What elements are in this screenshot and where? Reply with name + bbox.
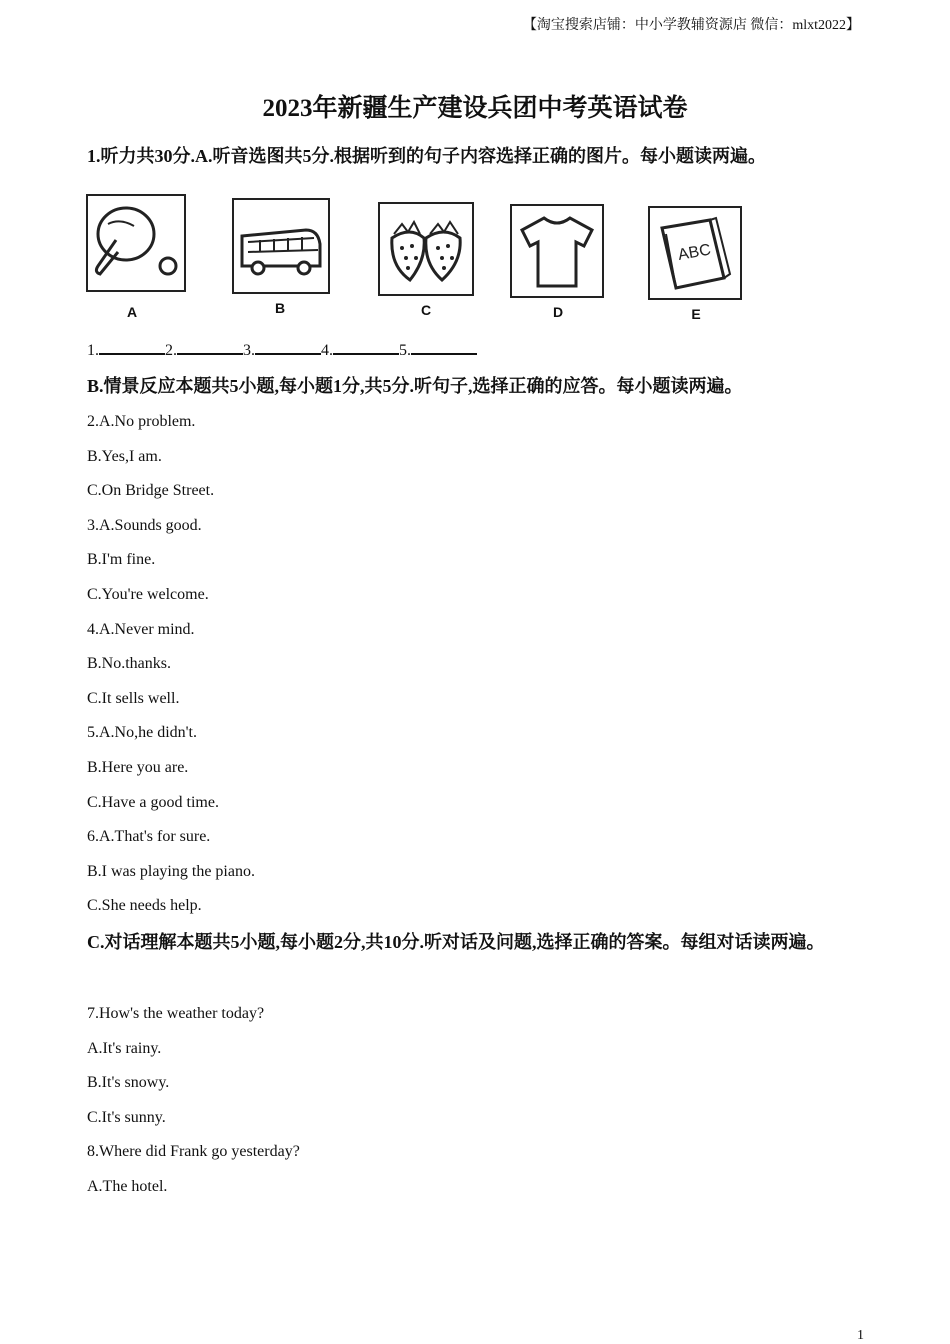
blank-number: 5. <box>399 342 411 359</box>
option-line: C.You're welcome. <box>87 585 209 603</box>
option-line: 4.A.Never mind. <box>87 620 195 638</box>
answer-blank[interactable] <box>99 341 165 355</box>
blank-number: 2. <box>165 342 177 359</box>
blank-number: 3. <box>243 342 255 359</box>
option-line: C.It sells well. <box>87 689 180 707</box>
option-line: C.It's sunny. <box>87 1108 166 1126</box>
blank-number: 1. <box>87 342 99 359</box>
option-line: C.Have a good time. <box>87 793 219 811</box>
option-line: B.Yes,I am. <box>87 447 162 465</box>
picture-a-label: A <box>126 304 138 320</box>
picture-e-label: E <box>691 306 701 322</box>
answer-blank[interactable] <box>411 341 477 355</box>
option-line: B.I'm fine. <box>87 551 156 569</box>
option-line: B.Here you are. <box>87 758 189 776</box>
answer-blank[interactable] <box>333 341 399 355</box>
option-line: 6.A.That's for sure. <box>87 828 211 846</box>
option-line: B.It's snowy. <box>87 1074 170 1092</box>
option-line: 3.A.Sounds good. <box>87 516 202 534</box>
header-note: 【淘宝搜索店铺：中小学教辅资源店 微信：mlxt2022】 <box>522 18 860 33</box>
answer-blanks <box>87 341 477 360</box>
t-shirt-icon <box>512 206 602 296</box>
bus-icon <box>234 200 328 292</box>
option-line: A.It's rainy. <box>87 1039 162 1057</box>
section-c-options <box>87 997 300 1205</box>
option-line: 2.A.No problem. <box>87 413 196 430</box>
abc-book-icon <box>650 208 740 298</box>
option-line: 5.A.No,he didn't. <box>87 724 197 742</box>
question-line: 8.Where did Frank go yesterday? <box>87 1143 300 1161</box>
section-b-title: B.情景反应本题共5小题,每小题1分,共5分.听句子,选择正确的应答。每小题读两遍。 <box>87 376 743 396</box>
answer-blank[interactable] <box>255 341 321 355</box>
strawberries-icon <box>380 204 472 294</box>
section-b-options <box>87 405 255 924</box>
picture-d-label: D <box>552 304 564 320</box>
option-line: B.No.thanks. <box>87 655 171 673</box>
picture-choices <box>86 186 756 326</box>
answer-blank[interactable] <box>177 341 243 355</box>
page-title: 2023年新疆生产建设兵团中考英语试卷 <box>262 95 688 122</box>
book-cover-text: ABC <box>676 241 713 264</box>
option-line: C.She needs help. <box>87 897 202 915</box>
blank-number: 4. <box>321 342 333 359</box>
section-c-title: C.对话理解本题共5小题,每小题2分,共10分.听对话及问题,选择正确的答案。每组对话读两遍。 <box>87 932 825 952</box>
option-line: B.I was playing the piano. <box>87 862 255 880</box>
page-number: 1 <box>857 1328 864 1343</box>
picture-c-label: C <box>420 302 432 318</box>
picture-b-label: B <box>274 300 286 316</box>
option-line: A.The hotel. <box>87 1177 168 1195</box>
question-line: 7.How's the weather today? <box>87 1005 265 1022</box>
ping-pong-paddle-icon <box>88 196 184 290</box>
section-1a-title: 1.听力共30分.A.听音选图共5分.根据听到的句子内容选择正确的图片。每小题读两遍。 <box>87 146 766 166</box>
option-line: C.On Bridge Street. <box>87 482 215 500</box>
